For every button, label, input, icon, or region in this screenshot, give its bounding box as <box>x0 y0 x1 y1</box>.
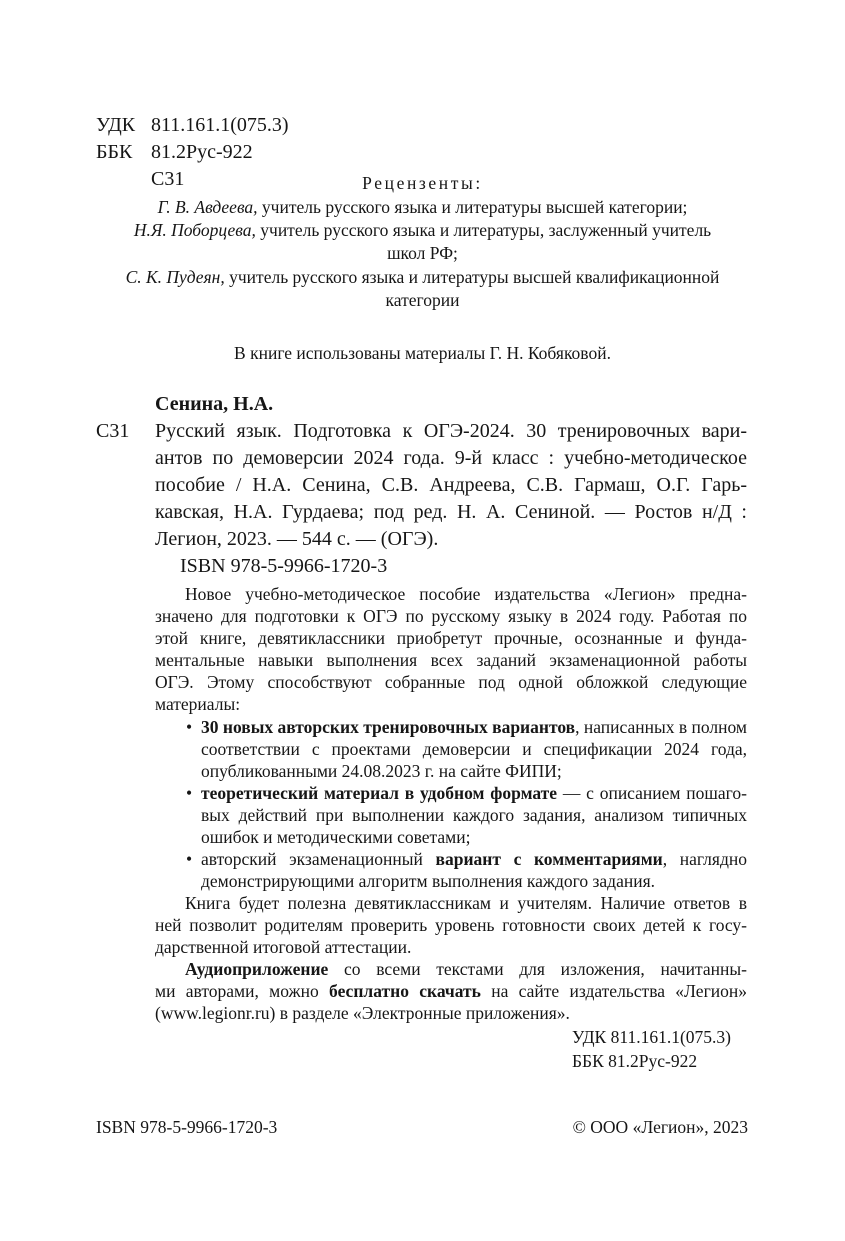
bbk-code: 81.2Рус-922 <box>151 141 253 163</box>
bullet-3-marker: • <box>186 849 193 869</box>
annotation-line-2: значено для подготовки к ОГЭ по русскому языку в 2024 году. Работая по <box>155 606 747 626</box>
codes-bbk: ББК 81.2Рус-922 <box>572 1051 698 1071</box>
bullet-1-line-2: соответствии с проектами демоверсии и спецификации 2024 года, <box>201 739 747 759</box>
annotation-line-3: этой книге, девятиклассники приобретут прочные, осознанные и фунда- <box>155 628 747 648</box>
materials-note: В книге использованы материалы Г. Н. Кобяковой. <box>234 343 611 363</box>
biblio-isbn: ISBN 978-5-9966-1720-3 <box>180 555 388 577</box>
footer-isbn: ISBN 978-5-9966-1720-3 <box>96 1117 278 1137</box>
reviewer-3-cont: категории <box>385 290 460 310</box>
useful-line-2: ней позволит родителям проверить уровень готовности своих детей к госу- <box>155 915 747 935</box>
biblio-line-1: Русский язык. Подготовка к ОГЭ-2024. 30 тренировочных вари- <box>155 420 747 442</box>
reviewers-title: Рецензенты: <box>362 173 483 193</box>
biblio-mark: С31 <box>96 420 130 442</box>
useful-line-3: дарственной итоговой аттестации. <box>155 937 412 957</box>
udk-code: 811.161.1(075.3) <box>151 114 289 136</box>
useful-line-1: Книга будет полезна девятиклассникам и учителям. Наличие ответов в <box>185 893 747 913</box>
annotation-line-5: ОГЭ. Этому способствуют собранные под одной обложкой следующие <box>155 672 747 692</box>
bullet-3-line-2: демонстрирующими алгоритм выполнения каждого задания. <box>201 871 656 891</box>
bullet-2-line-2: вых действий при выполнении каждого задания, анализом типичных <box>201 805 747 825</box>
biblio-line-4: кавская, Н.А. Гурдаева; под ред. Н. А. Сениной. — Ростов н/Д : <box>155 501 747 523</box>
biblio-line-3: пособие / Н.А. Сенина, С.В. Андреева, С.В. Гармаш, О.Г. Гарь- <box>155 474 747 496</box>
reviewer-3: С. К. Пудеян, учитель русского языка и литературы высшей квалификационной <box>125 267 720 287</box>
bullet-3-line-1: авторский экзаменационный вариант с комментариями, наглядно <box>201 849 747 869</box>
author-mark: С31 <box>151 168 185 190</box>
biblio-line-5: Легион, 2023. — 544 с. — (ОГЭ). <box>155 528 439 550</box>
bbk-label: ББК <box>96 141 133 163</box>
reviewer-2: Н.Я. Поборцева, учитель русского языка и литературы, заслуженный учитель <box>133 220 712 240</box>
bullet-1-marker: • <box>186 717 193 737</box>
annotation-line-6: материалы: <box>155 694 241 714</box>
udk-label: УДК <box>96 114 136 136</box>
bullet-2-line-3: ошибок и методическими советами; <box>201 827 471 847</box>
footer-copyright: © ООО «Легион», 2023 <box>572 1117 748 1137</box>
reviewer-2-cont: школ РФ; <box>387 243 458 263</box>
bullet-1-line-3: опубликованными 24.08.2023 г. на сайте ФИПИ; <box>201 761 562 781</box>
audio-line-2: ми авторами, можно бесплатно скачать на сайте издательства «Легион» <box>155 981 747 1001</box>
bullet-2-line-1: теоретический материал в удобном формате — с описанием пошаго- <box>201 783 747 803</box>
reviewer-1: Г. В. Авдеева, учитель русского языка и литературы высшей категории; <box>157 197 688 217</box>
biblio-line-2: антов по демоверсии 2024 года. 9-й класс : учебно-методическое <box>155 447 747 469</box>
codes-udk: УДК 811.161.1(075.3) <box>572 1027 731 1047</box>
bullet-2-marker: • <box>186 783 193 803</box>
audio-line-3: (www.legionr.ru) в разделе «Электронные приложения». <box>155 1003 570 1023</box>
biblio-author: Сенина, Н.А. <box>155 393 274 415</box>
audio-line-1: Аудиоприложение со всеми текстами для изложения, начитанны- <box>185 959 747 979</box>
annotation-line-1: Новое учебно-методическое пособие издательства «Легион» предна- <box>185 584 747 604</box>
bullet-1-line-1: 30 новых авторских тренировочных вариантов, написанных в полном <box>201 717 747 737</box>
annotation-line-4: ментальные навыки выполнения всех заданий экзаменационной работы <box>155 650 747 670</box>
